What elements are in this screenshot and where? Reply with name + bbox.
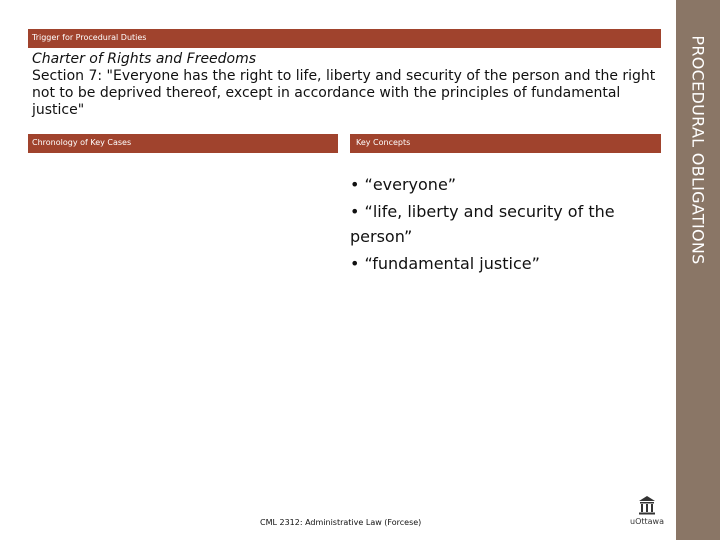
key-concepts-header-bar: [350, 134, 661, 153]
side-panel-title: PROCEDURAL OBLIGATIONS: [688, 35, 708, 265]
key-concepts-list: [350, 172, 650, 278]
side-panel: [676, 0, 720, 540]
charter-title: Charter of Rights and Freedoms: [32, 51, 257, 67]
chronology-header-bar: [28, 134, 338, 153]
trigger-header-bar: [28, 29, 661, 48]
charter-heading: [32, 51, 660, 119]
building-icon: [638, 495, 656, 515]
uottawa-wordmark: uOttawa: [630, 517, 664, 526]
chronology-label: Chronology of Key Cases: [32, 138, 132, 147]
key-concepts-label: Key Concepts: [356, 138, 411, 147]
trigger-header-label: Trigger for Procedural Duties: [32, 33, 147, 42]
section-7-text: Section 7: "Everyone has the right to life, liberty and security of the person and the right not to be deprived thereof, except in accordance with the principles of fundamental justice": [32, 68, 656, 118]
concept-item: • “life, liberty and security of the person”: [350, 202, 615, 246]
course-footer: CML 2312: Administrative Law (Forcese): [260, 518, 422, 527]
uottawa-logo: [624, 495, 670, 531]
concept-item: • “everyone”: [350, 175, 457, 194]
concept-item: • “fundamental justice”: [350, 254, 540, 273]
